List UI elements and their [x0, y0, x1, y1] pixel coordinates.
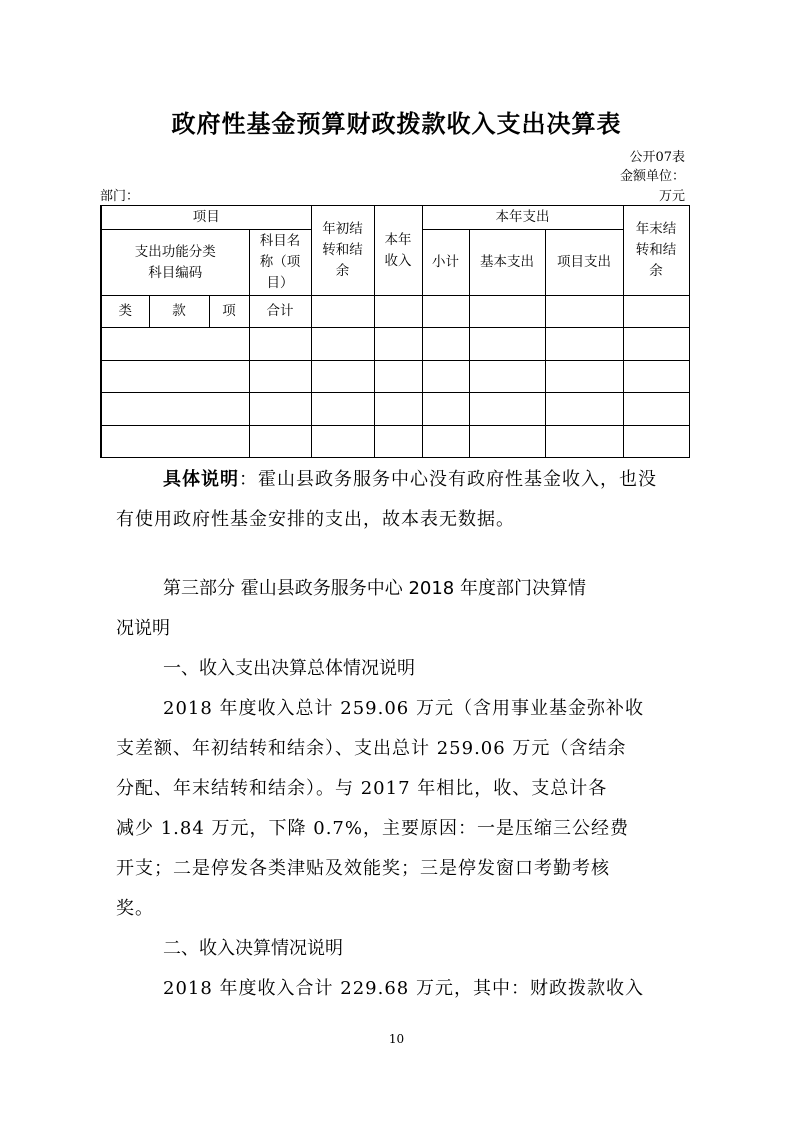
header-subtotal: 小计 [422, 230, 469, 296]
section-one-line: 开支；二是停发各类津贴及效能奖；三是停发窗口考勤考核 [116, 858, 610, 879]
table-cell [545, 393, 623, 426]
table-cell [623, 296, 689, 328]
header-current-expense: 本年支出 [422, 206, 623, 230]
amount-unit-label: 金额单位： [619, 169, 685, 184]
header-end-balance [623, 206, 689, 296]
table-row [101, 361, 689, 393]
table-cell [311, 328, 374, 361]
table-cell [623, 426, 689, 458]
note-colon: ： [239, 469, 258, 490]
section-one-heading: 一、收入支出决算总体情况说明 [163, 658, 415, 679]
table-cell [101, 393, 249, 426]
table-cell [545, 361, 623, 393]
table-cell [422, 393, 469, 426]
header-class: 类 [101, 296, 149, 328]
table-cell [545, 296, 623, 328]
section-one-line: 减少 1.84 万元，下降 0.7%，主要原因：一是压缩三公经费 [116, 818, 629, 839]
table-cell [422, 296, 469, 328]
header-func-class-code [101, 230, 249, 296]
section-two-heading: 二、收入决算情况说明 [163, 938, 343, 959]
amount-unit-value: 万元 [658, 189, 685, 204]
header-end-balance-text: 年末结转和结余 [635, 221, 677, 279]
header-subject-name-text: 科目名称（项目） [259, 233, 301, 291]
header-begin-balance [311, 206, 374, 296]
header-subject-name [249, 230, 311, 296]
table-cell [249, 328, 311, 361]
table-cell [101, 361, 249, 393]
part-three-heading-line-2: 况说明 [116, 618, 170, 639]
section-one-line: 支差额、年初结转和结余）、支出总计 259.06 万元（含结余 [116, 738, 627, 759]
section-two-line-1: 2018 年度收入合计 229.68 万元，其中：财政拨款收入 [163, 978, 644, 999]
table-cell [374, 296, 422, 328]
header-func-class-code-text: 支出功能分类科目编码 [134, 243, 216, 281]
header-item: 款 [149, 296, 209, 328]
table-cell [623, 393, 689, 426]
header-total: 合计 [249, 296, 311, 328]
table-cell [101, 426, 249, 458]
note-line-1 [163, 460, 657, 500]
part-three-heading-line-1: 第三部分 霍山县政务服务中心 2018 年度部门决算情 [163, 578, 586, 599]
table-cell [545, 426, 623, 458]
header-project-expense: 项目支出 [545, 230, 623, 296]
table-cell [469, 296, 545, 328]
table-cell [311, 361, 374, 393]
header-project: 项目 [101, 206, 311, 230]
table-cell [422, 426, 469, 458]
table-cell [101, 328, 249, 361]
page-number: 10 [388, 1032, 405, 1046]
section-one-line: 分配、年末结转和结余）。与 2017 年相比，收、支总计各 [116, 778, 608, 799]
header-current-income [374, 206, 422, 296]
table-cell [374, 393, 422, 426]
table-cell [623, 361, 689, 393]
table-cell [249, 426, 311, 458]
table-row [101, 393, 689, 426]
table-cell [469, 328, 545, 361]
note-label: 具体说明 [163, 469, 239, 490]
table-cell [422, 328, 469, 361]
form-number: 公开07表 [629, 150, 685, 165]
page-title: 政府性基金预算财政拨款收入支出决算表 [171, 109, 622, 138]
table-row [101, 426, 689, 458]
table-cell [374, 361, 422, 393]
table-cell [311, 296, 374, 328]
table-row [101, 328, 689, 361]
header-begin-balance-text: 年初结转和结余 [322, 221, 363, 279]
section-one-line: 奖。 [116, 898, 154, 919]
table-cell [249, 361, 311, 393]
table-cell [374, 426, 422, 458]
table-cell [374, 328, 422, 361]
table-cell [469, 361, 545, 393]
note-text-1: 霍山县政务服务中心没有政府性基金收入，也没 [258, 469, 657, 490]
table-cell [623, 328, 689, 361]
header-basic-expense: 基本支出 [469, 230, 545, 296]
table-cell [311, 426, 374, 458]
header-current-income-text: 本年收入 [384, 231, 412, 269]
section-one-line: 2018 年度收入总计 259.06 万元（含用事业基金弥补收 [163, 698, 644, 719]
table-cell [311, 393, 374, 426]
department-label: 部门： [100, 189, 140, 204]
table-cell [545, 328, 623, 361]
header-subitem: 项 [209, 296, 249, 328]
table-cell [469, 426, 545, 458]
table-cell [249, 393, 311, 426]
fund-budget-table [100, 205, 690, 458]
table-cell [469, 393, 545, 426]
note-line-2: 有使用政府性基金安排的支出，故本表无数据。 [116, 509, 515, 530]
table-cell [422, 361, 469, 393]
